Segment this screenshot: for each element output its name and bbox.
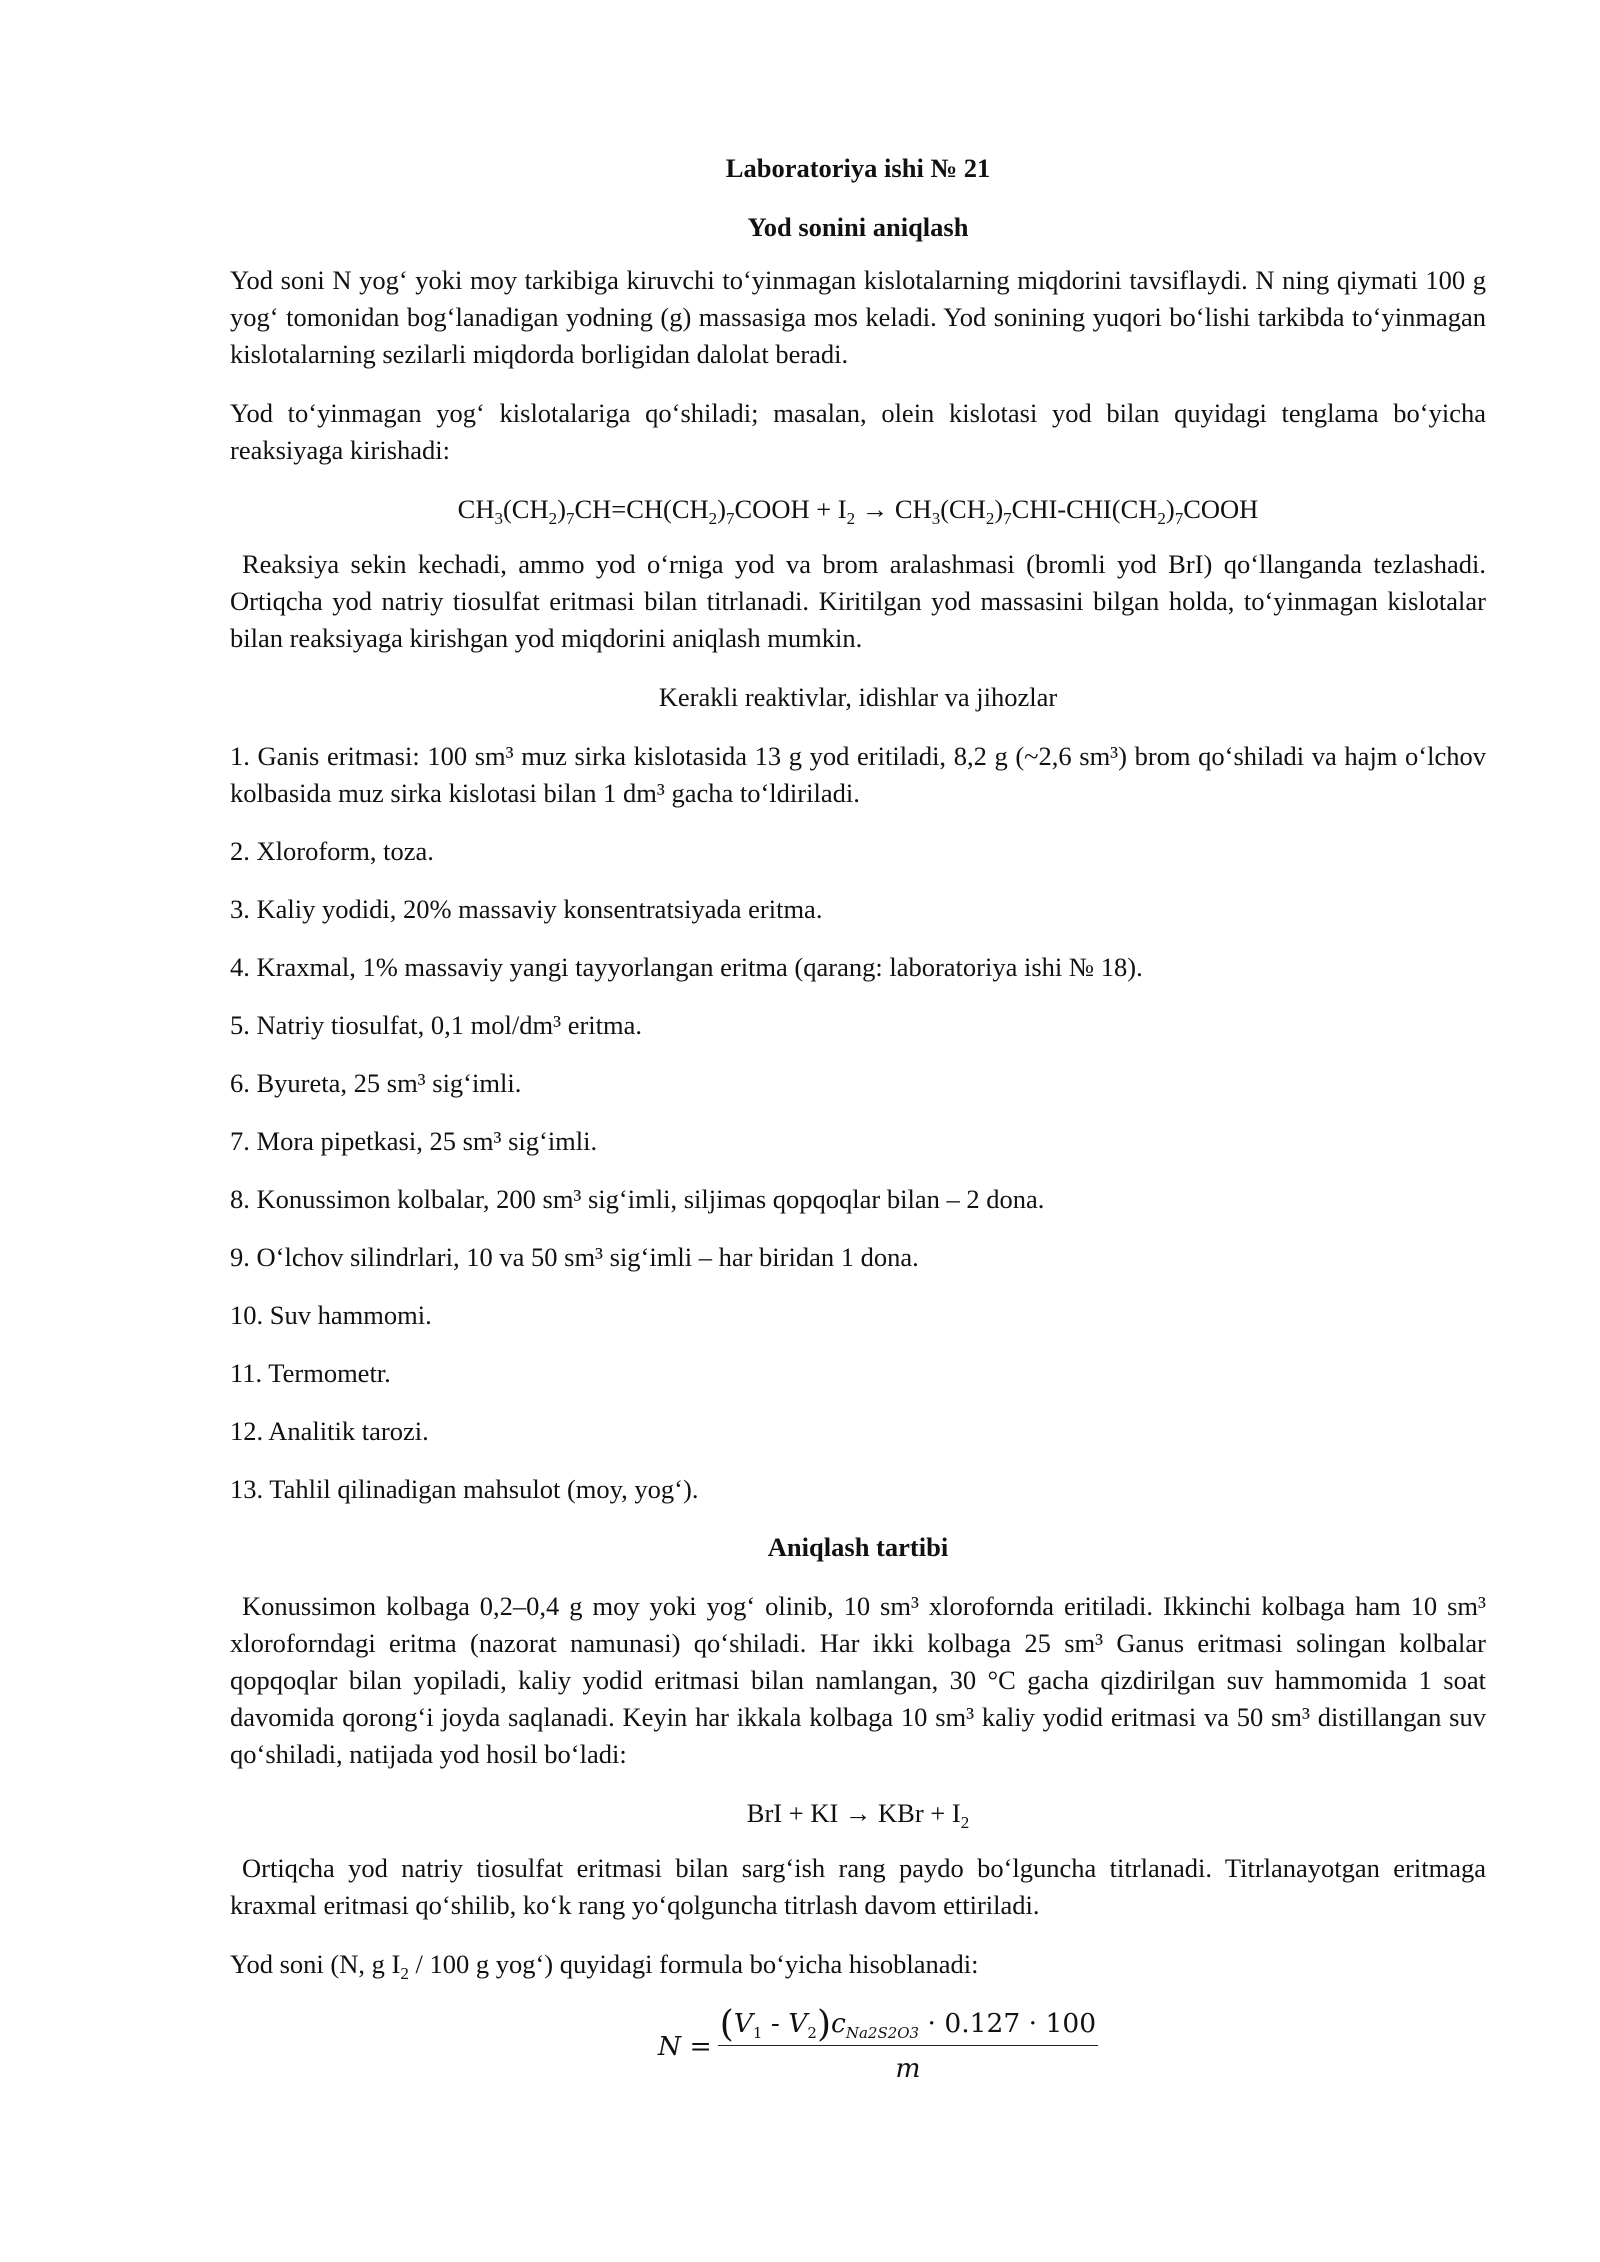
procedure-paragraph-1: Konussimon kolbaga 0,2–0,4 g moy yoki yog‘ olinib, 10 sm³ xlorofornda eritiladi. Ikkinchi kolbaga ham 10 sm³ xloroforndagi eritma (nazorat namunasi) qo‘shiladi. Har ikki kolbaga 25 sm³ Ganus eritmasi solingan kolbalar qopqoqlar bilan yopiladi, kaliy yodid eritmasi bilan namlangan, 30 °C gacha qizdirilgan suv hammomida 1 soat davomida qorong‘i joyda saqlanadi. Keyin har ikkala kolbaga 10 sm³ kaliy yodid eritmasi va 50 sm³ distillangan suv qo‘shiladi, natijada yod hosil bo‘ladi: xyxy=(230,1591,1486,1769)
list-item: 4. Kraxmal, 1% massaviy yangi tayyorlangan eritma (qarang: laboratoriya ishi № 18). xyxy=(230,952,1143,982)
reagents-heading: Kerakli reaktivlar, idishlar va jihozlar xyxy=(658,682,1058,712)
page-title: Laboratoriya ishi № 21 xyxy=(725,153,991,183)
list-item: 3. Kaliy yodidi, 20% massaviy konsentratsiyada eritma. xyxy=(230,894,823,924)
reagents-list xyxy=(230,738,1486,1508)
iodine-number-formula xyxy=(270,2005,1486,2087)
intro-paragraph-1: Yod soni N yog‘ yoki moy tarkibiga kiruvchi to‘yinmagan kislotalarning miqdorini tavsiflaydi. N ning qiymati 100 g yog‘ tomonidan bog‘lanadigan yodning (g) massasiga mos keladi. Yod sonining yuqori bo‘lishi tarkibda to‘yinmagan kislotalarning sezilarli miqdorda borligidan dalolat beradi. xyxy=(230,265,1486,369)
list-item: 12. Analitik tarozi. xyxy=(230,1416,429,1446)
list-item: 10. Suv hammomi. xyxy=(230,1300,432,1330)
formula-numerator: $(V_1 - V_2)c_{Na2S2O3} \cdot 0.127 \cdot 100$ xyxy=(719,2004,1097,2045)
list-item: 5. Natriy tiosulfat, 0,1 mol/dm³ eritma. xyxy=(230,1010,643,1040)
arrow-icon: → xyxy=(838,1798,879,1828)
intro-paragraph-2: Yod to‘yinmagan yog‘ kislotalariga qo‘shiladi; masalan, olein kislotasi yod bilan quyidagi tenglama bo‘yicha reaksiyaga kirishadi: xyxy=(230,398,1486,465)
arrow-icon: → xyxy=(855,494,895,524)
intro-paragraph-3: Reaksiya sekin kechadi, ammo yod o‘rniga yod va brom aralashmasi (bromli yod BrI) qo‘llanganda tezlashadi. Ortiqcha yod natriy tiosulfat eritmasi bilan titrlanadi. Kiritilgan yod massasini bilgan holda, to‘yinmagan kislotalar bilan reaksiyaga kirishgan yod miqdorini aniqlash mumkin. xyxy=(230,549,1486,653)
list-item: 1. Ganis eritmasi: 100 sm³ muz sirka kislotasida 13 g yod eritiladi, 8,2 g (~2,6 sm³) brom qo‘shiladi va hajm o‘lchov kolbasida muz sirka kislotasi bilan 1 dm³ gacha to‘ldiriladi. xyxy=(230,741,1486,808)
list-item: 9. O‘lchov silindrlari, 10 va 50 sm³ sig‘imli – har biridan 1 dona. xyxy=(230,1242,919,1272)
formula-denominator: m xyxy=(895,2053,921,2084)
list-item: 7. Mora pipetkasi, 25 sm³ sig‘imli. xyxy=(230,1126,598,1156)
formula-lhs: N = xyxy=(657,2030,712,2062)
list-item: 8. Konussimon kolbalar, 200 sm³ sig‘imli, siljimas qopqoqlar bilan – 2 dona. xyxy=(230,1184,1045,1214)
bri-ki-equation: BrI + KI → KBr + $I_2$ xyxy=(746,1798,970,1832)
procedure-heading: Aniqlash tartibi xyxy=(767,1532,949,1562)
list-item: 2. Xloroform, toza. xyxy=(230,836,434,866)
oleic-acid-iodine-equation: $CH_3(CH_2)_7CH=CH(CH_2)_7COOH + I_2$ → $CH_3(CH_2)_7CHI-CHI(CH_2)_7COOH$ xyxy=(457,494,1259,528)
list-item: 11. Termometr. xyxy=(230,1358,391,1388)
list-item: 13. Tahlil qilinadigan mahsulot (moy, yog‘). xyxy=(230,1474,699,1504)
document-page xyxy=(230,150,1486,2087)
list-item: 6. Byureta, 25 sm³ sig‘imli. xyxy=(230,1068,522,1098)
formula-fraction xyxy=(718,2005,1098,2087)
page-subtitle: Yod sonini aniqlash xyxy=(747,212,969,242)
procedure-paragraph-2: Ortiqcha yod natriy tiosulfat eritmasi bilan sarg‘ish rang paydo bo‘lguncha titrlanadi. Titrlanayotgan eritmaga kraxmal eritmasi qo‘shilib, ko‘k rang yo‘qolguncha titrlash davom ettiriladi. xyxy=(230,1853,1486,1920)
formula-intro: Yod soni (N, g $I_2 / 100$ g yog‘) quyidagi formula bo‘yicha hisoblanadi: xyxy=(230,1949,979,1983)
